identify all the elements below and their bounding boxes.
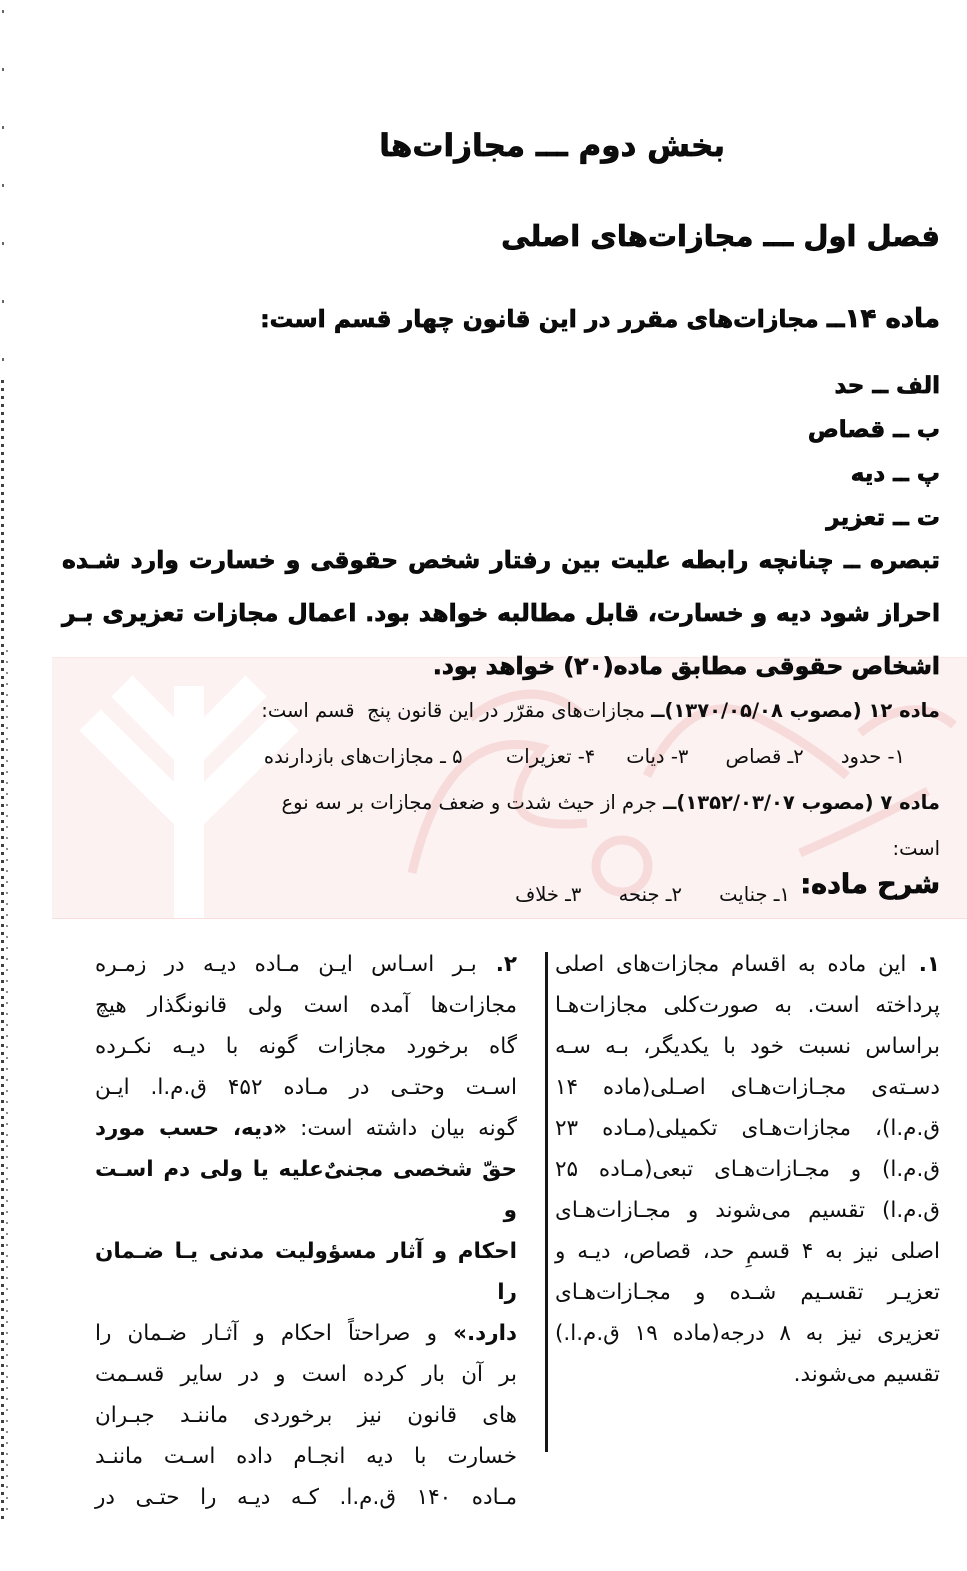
article-14-line <box>260 304 940 334</box>
text-line: اشخاص حقوقی مطابق ماده(۲۰) خواهد بود. <box>432 652 940 680</box>
text-line: گونه بیان داشته است: «دیه، حسب مورد <box>95 1116 517 1141</box>
note-paragraph <box>62 534 940 693</box>
list-item: الف ــ حد <box>834 373 940 399</box>
text-line: احکام و آثار مسؤولیت مدنی یـا ضـمان را <box>87 1239 517 1305</box>
commentary-column-right <box>555 944 940 1395</box>
list-item: ت ــ تعزیر <box>826 505 940 531</box>
text-line: ق.م.ا) و مجـازات‌هـای تبعی(مـاده ۲۵ <box>555 1157 941 1182</box>
text-line: براساس نسبت خود با یکدیگر، بـه سـه <box>555 1034 940 1059</box>
text-line: خسارت با دیه انجـام داده اسـت ماننـد <box>95 1444 517 1469</box>
text-line: ق.م.ا)، مجازات‌هـای تکمیلی(مـاده ۲۳ <box>555 1116 941 1141</box>
article-number-label: ماده ۱۴ــ <box>826 304 940 334</box>
text-line: احراز شود دیه و خسارت، قابل مطالبه خواهد بود. اعمال مجازات تعزیری بـر <box>62 599 940 627</box>
text-line: ق.م.ا) تقسیم می‌شوند و مجـازات‌هـای <box>555 1198 940 1223</box>
text-line: مـاده ۱۴۰ ق.م.ا. کـه دیـه را حتـی در <box>95 1485 517 1510</box>
text-line: گاه برخورد مجازات گونه با دیـه نکـرده <box>95 1034 517 1059</box>
text-line: ۱ـ جنایت ۲ـ جنحه ۳ـ خلاف <box>515 883 790 906</box>
scan-noise <box>6 650 8 1510</box>
text-line: ۱- حدود ۲ـ قصاص ۳- دیات ۴- تعزیرات ۵ ـ مجازات‌های بازدارنده <box>263 745 905 768</box>
text-line: تعزیری نیز به ۸ درجه(ماده ۱۹ ق.م.ا.) <box>555 1321 940 1346</box>
commentary-column-left <box>87 944 517 1518</box>
text-line: پرداخته است. به صورت‌کلی مجازات‌هـا <box>555 993 940 1018</box>
article-text: مجازات‌های مقرر در این قانون چهار قسم است: <box>260 305 827 333</box>
text-line: ۲. بـر اسـاس ایـن مـاده دیـه در زمـره <box>95 952 517 977</box>
list-item: ب ــ قصاص <box>807 417 940 443</box>
text-line: حقّ شخصی مجنیٌ‌علیه یا ولی دم اسـت و <box>87 1157 517 1223</box>
chapter-title: فصل اول ـــ مجازات‌های اصلی <box>501 219 940 253</box>
text-line: تقسیم می‌شوند. <box>793 1362 940 1387</box>
list-item: پ ــ دیه <box>850 461 940 487</box>
text-line: بر آن بار کرده است و در سایر قسـمت <box>95 1362 517 1387</box>
text-line: ماده ۷ (مصوب ۱۳۵۲/۰۳/۰۷)ــ جرم از حیث شدت و ضعف مجازات بر سه نوع است: <box>275 791 940 860</box>
commentary-heading: شرح ماده: <box>800 869 940 900</box>
text-line: تبصره ــ چنانچه رابطه علیت بین رفتار شخص حقوقی و خسارت وارد شـده <box>62 546 941 574</box>
text-line: مجازات‌ها آمده است ولی قانونگذار هیچ <box>95 993 517 1018</box>
article-14-items <box>808 364 940 540</box>
text-line: ۱. این ماده به اقسام مجازات‌های اصلی <box>555 952 940 977</box>
text-line: تعزیـر تقسـیم شـده و مجـازات‌هـای <box>555 1280 940 1305</box>
text-line: دارد.» و صراحتاً احکام و آثـار ضـمان را <box>95 1321 517 1346</box>
column-divider <box>545 952 548 1452</box>
text-line: اسـت وحتـی در مـاده ۴۵۲ ق.م.ا. ایـن <box>95 1075 517 1100</box>
text-line: های قانون نیز برخوردی ماننـد جبـران <box>95 1403 517 1428</box>
scan-noise <box>1 380 4 1520</box>
text-line: اصلی نیز به ۴ قسمِ حد، قصاص، دیـه و <box>555 1239 940 1264</box>
text-line: ماده ۱۲ (مصوب ۱۳۷۰/۰۵/۰۸)ــ مجازات‌های مقرّر در این قانون پنج قسم است: <box>261 699 940 722</box>
text-line: دسـته‌ی مجـازات‌هـای اصـلی(ماده ۱۴ <box>555 1075 940 1100</box>
scan-noise <box>2 10 4 380</box>
part-title: بخش دوم ـــ مجازات‌ها <box>379 128 725 164</box>
